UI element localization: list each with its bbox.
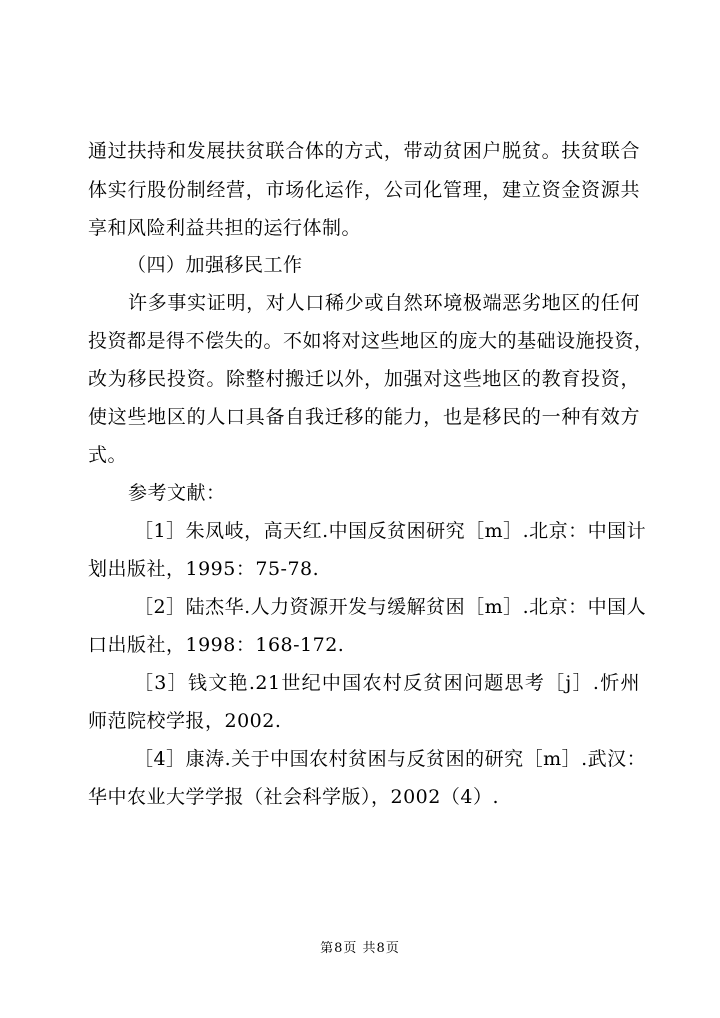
reference-item-line: 华中农业大学学报（社会科学版），2002（4）. xyxy=(88,786,499,808)
references-heading: 参考文献： xyxy=(128,482,226,504)
paragraph-line: 享和风险利益共担的运行体制。 xyxy=(88,217,362,239)
paragraph-line: 改为移民投资。除整村搬迁以外，加强对这些地区的教育投资， xyxy=(88,368,640,390)
paragraph-line: 通过扶持和发展扶贫联合体的方式，带动贫困户脱贫。扶贫联合 xyxy=(88,140,640,162)
reference-item-line: ［4］康涛.关于中国农村贫困与反贫困的研究［m］.武汉： xyxy=(134,748,647,770)
reference-item-line: ［3］钱文艳.21世纪中国农村反贫困问题思考［j］.忻州 xyxy=(134,672,640,694)
paragraph-line: 式。 xyxy=(88,444,128,466)
reference-item-line: 师范院校学报，2002. xyxy=(88,710,282,732)
paragraph-line: 体实行股份制经营，市场化运作，公司化管理，建立资金资源共 xyxy=(88,179,640,201)
reference-item-line: ［2］陆杰华.人力资源开发与缓解贫困［m］.北京：中国人 xyxy=(134,596,647,618)
paragraph-line: 使这些地区的人口具备自我迁移的能力，也是移民的一种有效方 xyxy=(88,406,640,428)
page-number-footer: 第8页 共8页 xyxy=(320,941,400,956)
reference-item-line: 划出版社，1995：75-78. xyxy=(88,558,320,580)
reference-item-line: 口出版社，1998：168-172. xyxy=(88,634,345,656)
paragraph-line: 投资都是得不偿失的。不如将对这些地区的庞大的基础设施投资， xyxy=(88,330,654,352)
reference-item-line: ［1］朱凤岐，高天红.中国反贫困研究［m］.北京：中国计 xyxy=(134,520,647,542)
paragraph-line: 许多事实证明，对人口稀少或自然环境极端恶劣地区的任何 xyxy=(128,292,640,314)
section-heading: （四）加强移民工作 xyxy=(127,254,303,276)
